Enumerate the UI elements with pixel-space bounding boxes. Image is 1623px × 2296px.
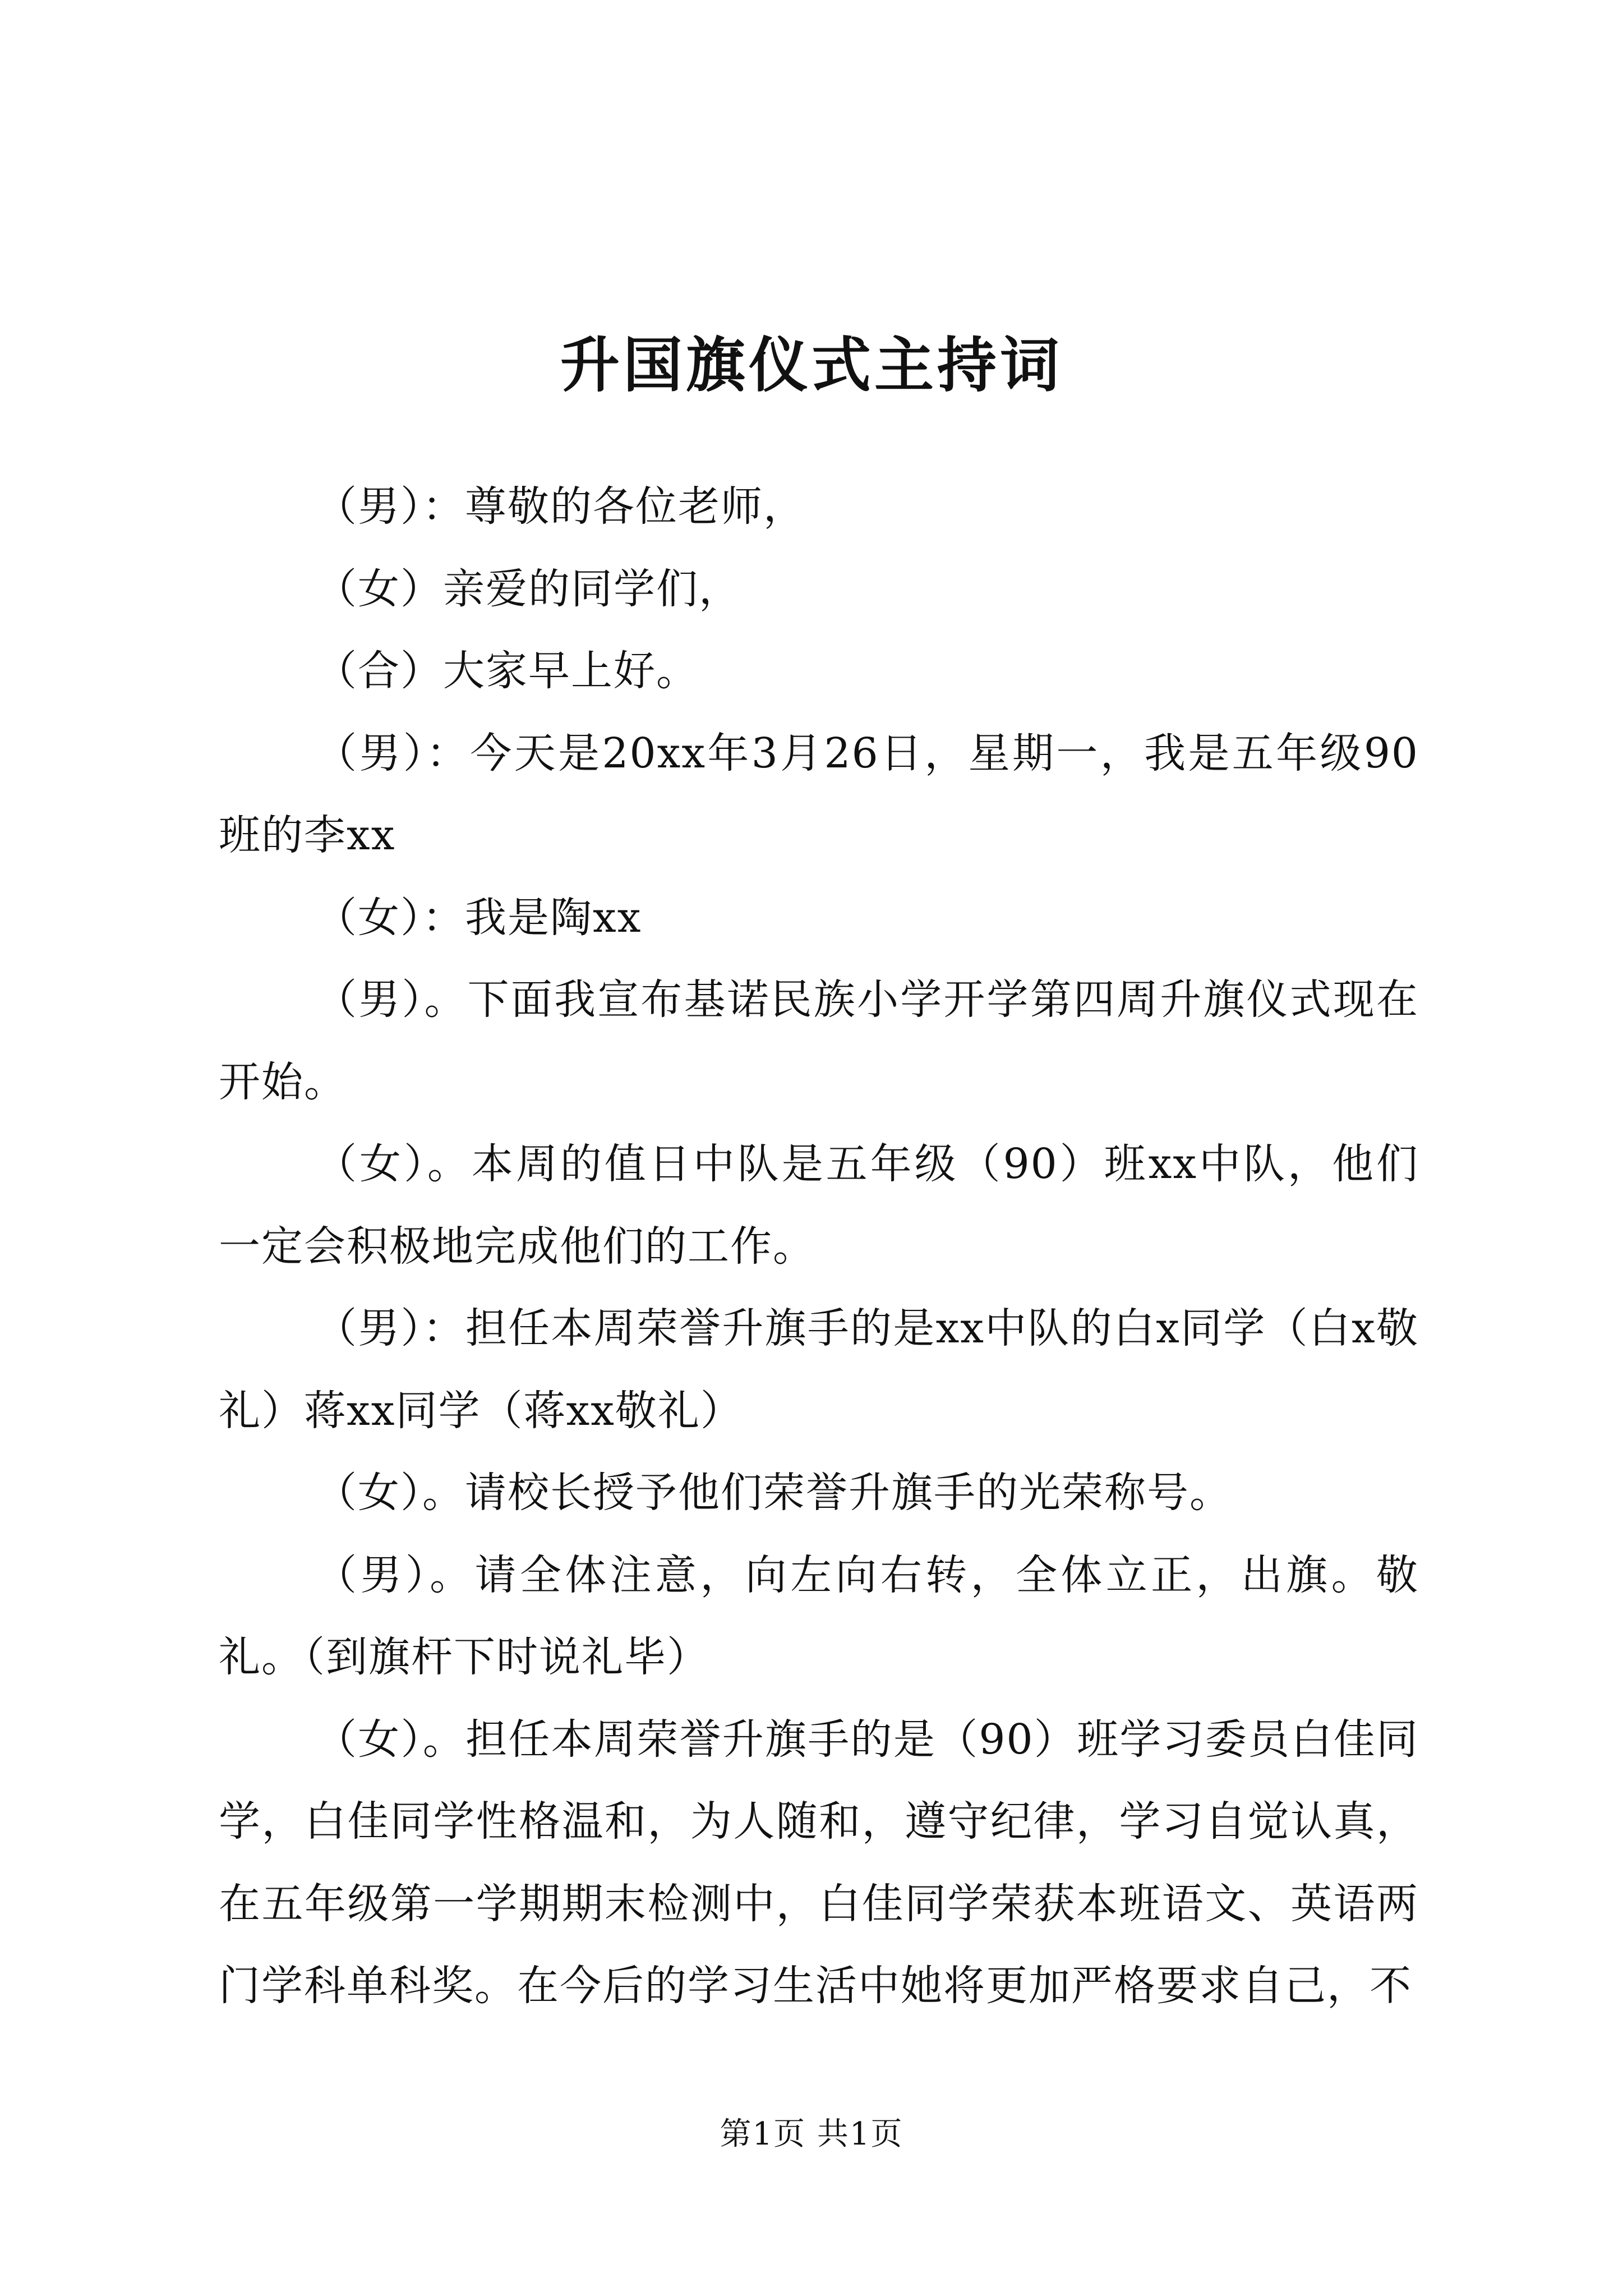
paragraph: （合）大家早上好。 — [315, 647, 699, 695]
page-footer: 第1页 共1页 — [720, 2116, 903, 2152]
paragraph: （女）。担任本周荣誉升旗手的是（90）班学习委员白佳同学，白佳同学性格温和，为人随和，遵守纪律，学习自觉认真，在五年级第一学期期末检测中，白佳同学荣获本班语文、英语两门学科单科奖。在今后的学习生活中她将更加严格要求自己，不 — [219, 1715, 1419, 2010]
paragraph: （男）。下面我宣布基诺民族小学开学第四周升旗仪式现在开始。 — [219, 976, 1419, 1106]
paragraph: （男）：今天是20xx年3月26日，星期一，我是五年级90班的李xx — [219, 729, 1419, 859]
document-title: 升国旗仪式主持词 — [560, 330, 1063, 401]
paragraph: （女）：我是陶xx — [315, 893, 642, 942]
paragraph: （女）亲爱的同学们， — [315, 564, 741, 613]
paragraph: （女）。本周的值日中队是五年级（90）班xx中队，他们一定会积极地完成他们的工作。 — [219, 1140, 1419, 1271]
paragraph: （男）：担任本周荣誉升旗手的是xx中队的白x同学（白x敬礼）蒋xx同学（蒋xx敬礼） — [219, 1304, 1419, 1435]
paragraph: （女）。请校长授予他们荣誉升旗手的光荣称号。 — [315, 1469, 1232, 1517]
document-body — [219, 466, 1419, 2027]
paragraph: （男）。请全体注意，向左向右转，全体立正，出旗。敬礼。（到旗杆下时说礼毕） — [219, 1550, 1419, 1681]
paragraph: （男）：尊敬的各位老师， — [315, 482, 806, 531]
